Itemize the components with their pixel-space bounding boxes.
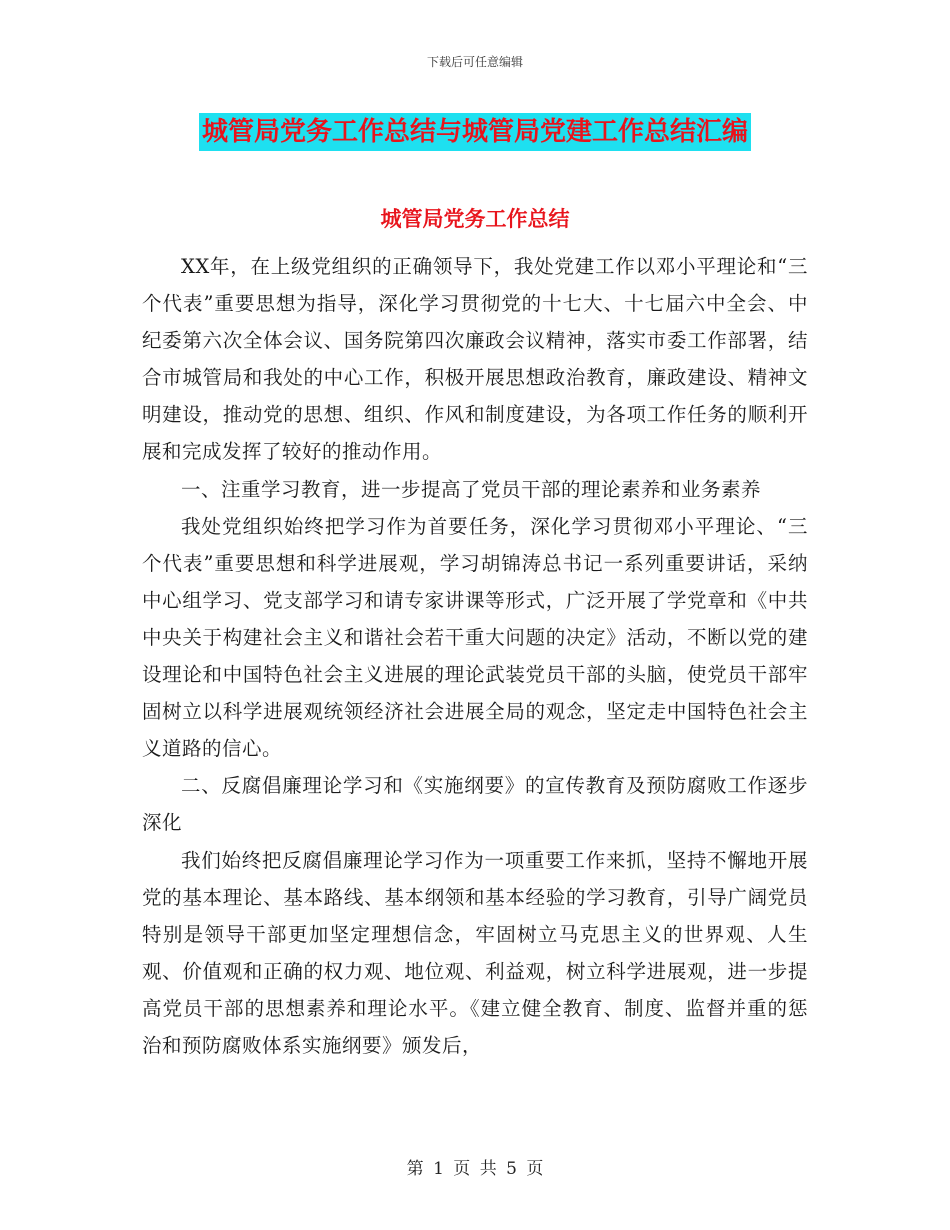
document-sub-title: 城管局党务工作总结 [380,206,570,231]
paragraph-section-1: 我处党组织始终把学习作为首要任务，深化学习贯彻邓小平理论、“三个代表”重要思想和科学进展观，学习胡锦涛总书记一系列重要讲话，采纳中心组学习、党支部学习和请专家讲课等形式，广泛开展了学党章和《中共中央关于构建社会主义和谐社会若干重大问题的决定》活动，不断以党的建设理论和中国特色社会主义进展的理论武装党员干部的头脑，使党员干部牢固树立以科学进展观统领经济社会进展全局的观念，坚定走中国特色社会主义道路的信心。 [142,514,808,761]
main-title-text: 城管局党务工作总结与城管局党建工作总结汇编 [199,113,751,151]
paragraph-section-2: 我们始终把反腐倡廉理论学习作为一项重要工作来抓，坚持不懈地开展党的基本理论、基本路线、基本纲领和基本经验的学习教育，引导广阔党员特别是领导干部更加坚定理想信念，牢固树立马克思主义的世界观、人生观、价值观和正确的权力观、地位观、利益观，树立科学进展观，进一步提高党员干部的思想素养和理论水平。《建立健全教育、制度、监督并重的惩治和预防腐败体系实施纲要》颁发后， [142,848,808,1057]
header-note: 下载后可任意编辑 [426,55,523,69]
page-number-footer: 第 1 页 共 5 页 [406,1159,544,1179]
paragraph-intro: XX年，在上级党组织的正确领导下，我处党建工作以邓小平理论和“三个代表”重要思想为指导，深化学习贯彻党的十七大、十七届六中全会、中纪委第六次全体会议、国务院第四次廉政会议精神，落实市委工作部署，结合市城管局和我处的中心工作，积极开展思想政治教育，廉政建设、精神文明建设，推动党的思想、组织、作风和制度建设，为各项工作任务的顺利开展和完成发挥了较好的推动作用。 [142,255,808,464]
document-main-title [0,113,950,151]
section-heading-1: 一、注重学习教育，进一步提高了党员干部的理论素养和业务素养 [181,477,762,501]
section-heading-2: 二、反腐倡廉理论学习和《实施纲要》的宣传教育及预防腐败工作逐步深化 [142,774,808,835]
document-body [142,248,808,1064]
